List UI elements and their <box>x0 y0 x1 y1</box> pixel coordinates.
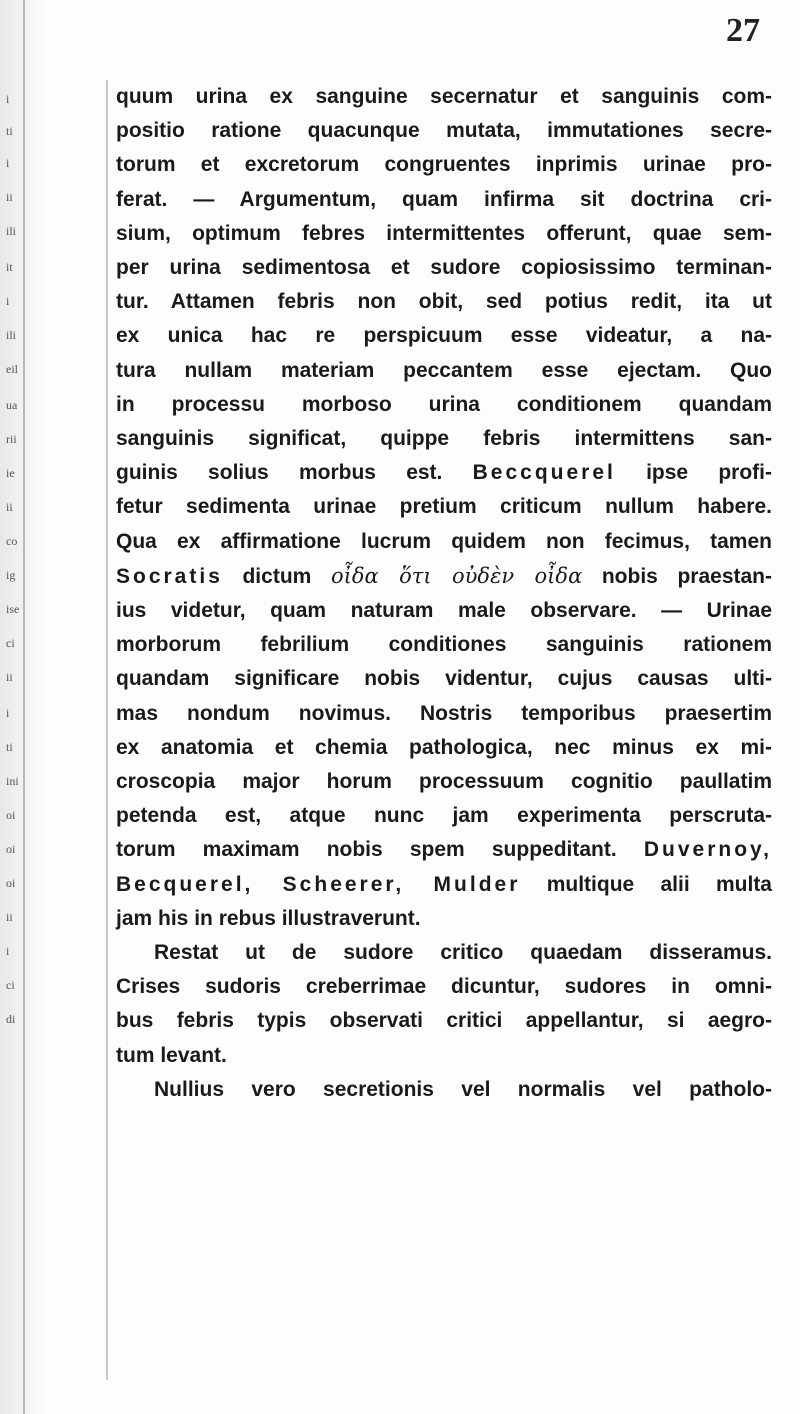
margin-fragment: ci <box>6 636 15 650</box>
margin-fragment: i <box>6 156 10 170</box>
text-line: morborum febrilium conditiones sanguinis rationem <box>116 633 772 657</box>
text-line: quum urina ex sanguine secernatur et sanguinis com- <box>116 85 772 108</box>
text-line: in processu morboso urina conditionem quandam <box>116 392 772 416</box>
margin-fragment: ii <box>6 910 13 924</box>
margin-fragment: ci <box>6 978 15 992</box>
margin-fragment: oi <box>6 808 16 822</box>
text-line: ferat. — Argumentum, quam infirma sit doctrina cri- <box>116 187 772 211</box>
margin-fragment: oi <box>6 876 16 890</box>
page-number: 27 <box>726 12 760 49</box>
body-text <box>116 80 772 1107</box>
greek-quote: οἶδα ὅτι οὐδὲν οἶδα <box>330 563 583 588</box>
margin-fragment: co <box>6 534 18 548</box>
margin-fragment: ili <box>6 224 17 238</box>
margin-fragment: ii <box>6 500 13 514</box>
text-line <box>116 456 772 490</box>
margin-fragment: ie <box>6 466 15 480</box>
text-line <box>116 833 772 867</box>
margin-fragment: i <box>6 294 10 308</box>
text-line: petenda est, atque nunc jam experimenta perscruta- <box>116 804 772 828</box>
text-line: bus febris typis observati critici appellantur, si aegro- <box>116 1009 772 1033</box>
text-line: per urina sedimentosa et sudore copiosissimo terminan- <box>116 256 772 280</box>
margin-fragment: i <box>6 92 10 106</box>
margin-fragment: ii <box>6 670 13 684</box>
text-line: positio ratione quacunque mutata, immutationes secre- <box>116 119 772 143</box>
margin-fragment: ili <box>6 328 17 342</box>
text-line: Restat ut de sudore critico quaedam disseramus. <box>154 941 772 965</box>
text-line: ex anatomia et chemia pathologica, nec minus ex mi- <box>116 735 772 759</box>
author-name: Beccquerel <box>472 461 616 485</box>
margin-fragment: oi <box>6 842 16 856</box>
margin-fragment: ig <box>6 568 16 582</box>
margin-fragment: ua <box>6 398 18 412</box>
margin-fragments <box>0 0 30 1414</box>
text-line: torum et excretorum congruentes inprimis urinae pro- <box>116 153 772 177</box>
text-line: croscopia major horum processuum cognitio paullatim <box>116 770 772 794</box>
text-column-rule <box>106 80 108 1380</box>
text-line: jam his in rebus illustraverunt. <box>116 906 421 930</box>
text-line: ius videtur, quam naturam male observare. — Urinae <box>116 599 772 623</box>
margin-fragment: i <box>6 944 10 958</box>
margin-fragment: ti <box>6 124 13 138</box>
text-line: sanguinis significat, quippe febris intermittens san- <box>116 427 772 451</box>
text-fragment: multique alii multa <box>546 872 772 896</box>
author-name: Socratis <box>116 564 223 588</box>
text-line: Crises sudoris creberrimae dicuntur, sudores in omni- <box>116 975 772 999</box>
text-line: sium, optimum febres intermittentes offerunt, quae sem- <box>116 221 772 245</box>
text-fragment: dictum <box>242 564 312 588</box>
text-line <box>116 868 772 902</box>
text-line: fetur sedimenta urinae pretium criticum nullum habere. <box>116 495 772 519</box>
text-line: tum levant. <box>116 1043 227 1067</box>
text-line: tura nullam materiam peccantem esse ejectam. Quo <box>116 358 772 382</box>
margin-fragment: ti <box>6 740 13 754</box>
margin-fragment: rii <box>6 432 17 446</box>
margin-fragment: di <box>6 1012 16 1026</box>
margin-fragment: it <box>6 260 13 274</box>
margin-fragment: eil <box>6 362 18 376</box>
text-line: Nullius vero secretionis vel normalis vel patholo- <box>154 1077 772 1101</box>
text-line: ex unica hac re perspicuum esse videatur, a na- <box>116 324 772 348</box>
text-line: tur. Attamen febris non obit, sed potius redit, ita ut <box>116 290 772 314</box>
margin-fragment: ii <box>6 190 13 204</box>
text-line: mas nondum novimus. Nostris temporibus praesertim <box>116 701 772 725</box>
author-names: Becquerel, Scheerer, Mulder <box>116 872 521 896</box>
text-line: Qua ex affirmatione lucrum quidem non fecimus, tamen <box>116 529 772 553</box>
text-line <box>116 559 772 594</box>
text-fragment: nobis praestan- <box>601 564 772 588</box>
margin-fragment: ini <box>6 774 19 788</box>
author-name: Duvernoy, <box>643 838 773 862</box>
text-fragment: guinis solius morbus est. <box>116 461 443 485</box>
margin-fragment: ise <box>6 602 20 616</box>
margin-fragment: i <box>6 706 10 720</box>
text-fragment: ipse profi- <box>646 461 772 485</box>
text-fragment: torum maximam nobis spem suppeditant. <box>116 838 617 862</box>
text-line: quandam significare nobis videntur, cujus causas ulti- <box>116 667 772 691</box>
